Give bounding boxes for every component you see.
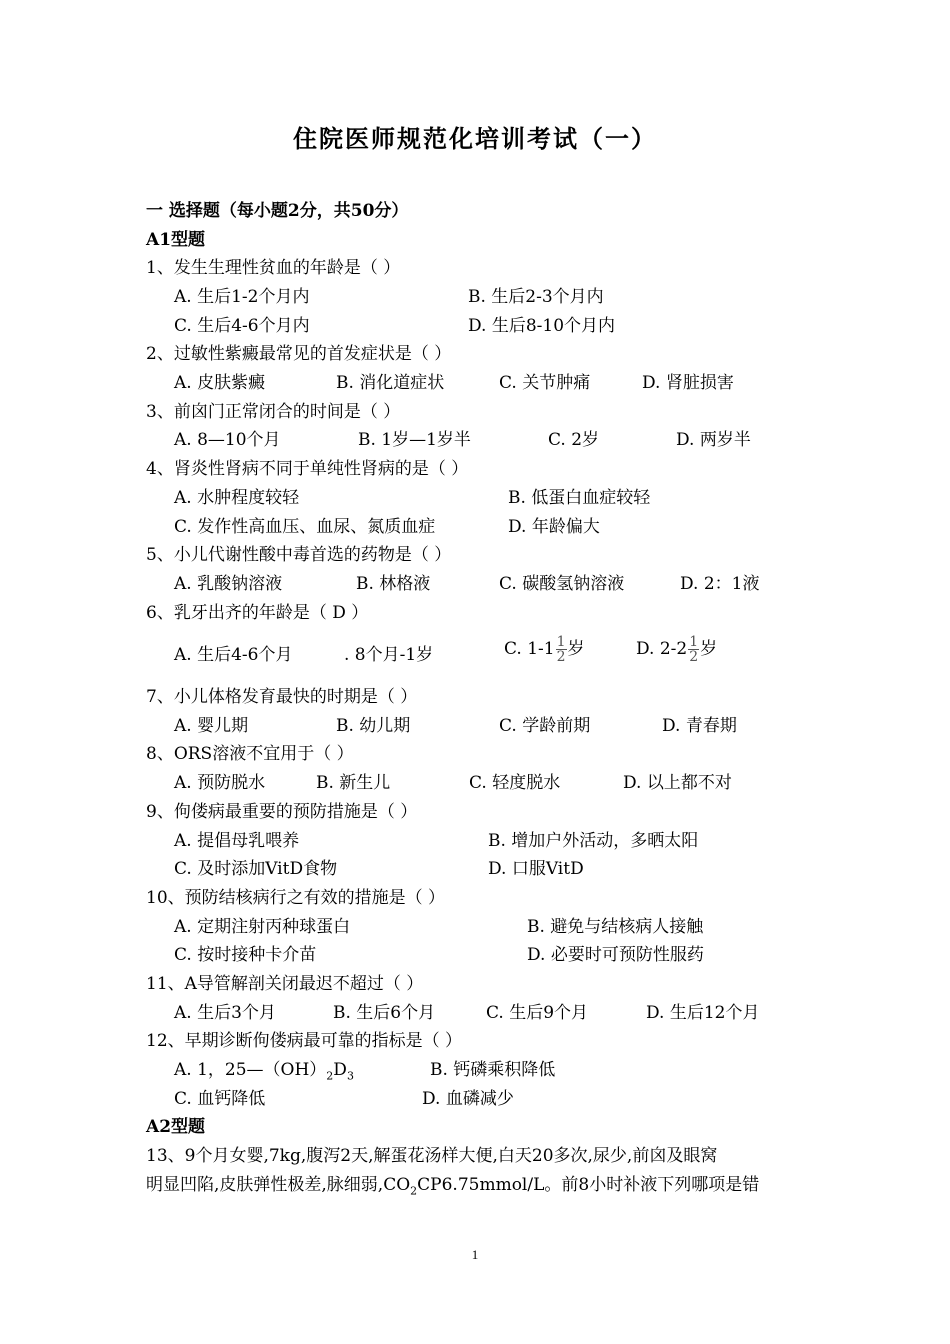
- q5-option-c: C. 碳酸氢钠溶液: [499, 574, 625, 594]
- question-5: 5、小儿代谢性酸中毒首选的药物是（ ）: [146, 545, 452, 565]
- q11-option-d: D. 生后12个月: [646, 1003, 760, 1023]
- q3-option-a: A. 8—10个月: [174, 430, 281, 450]
- subsection-a1: A1型题: [146, 230, 206, 250]
- question-8: 8、ORS溶液不宜用于（ ）: [146, 744, 354, 764]
- q5-option-b: B. 林格液: [356, 574, 431, 594]
- fraction-numerator: 1: [556, 634, 566, 650]
- q11-option-a: A. 生后3个月: [174, 1003, 276, 1023]
- q6-option-d-unit: 岁: [700, 639, 718, 659]
- q4-option-a: A. 水肿程度较轻: [174, 488, 300, 508]
- subsection-a2: A2型题: [146, 1117, 206, 1137]
- q9-option-a: A. 提倡母乳喂养: [174, 831, 300, 851]
- subscript: 3: [346, 1069, 354, 1083]
- question-12: 12、早期诊断佝偻病最可靠的指标是（ ）: [146, 1031, 463, 1051]
- q10-option-d: D. 必要时可预防性服药: [527, 945, 704, 965]
- q4-option-c: C. 发作性高血压、血尿、氮质血症: [174, 517, 436, 537]
- question-7: 7、小儿体格发育最快的时期是（ ）: [146, 687, 418, 707]
- question-9: 9、佝偻病最重要的预防措施是（ ）: [146, 802, 418, 822]
- q7-option-b: B. 幼儿期: [336, 716, 411, 736]
- q10-option-b: B. 避免与结核病人接触: [527, 917, 704, 937]
- q7-option-c: C. 学龄前期: [499, 716, 591, 736]
- q6-option-a: A. 生后4-6个月: [174, 645, 293, 665]
- q6-option-b: . 8个月-1岁: [344, 645, 434, 665]
- q2-option-c: C. 关节肿痛: [499, 373, 591, 393]
- q6-option-c: [504, 635, 585, 664]
- q3-option-b: B. 1岁—1岁半: [358, 430, 471, 450]
- q4-option-d: D. 年龄偏大: [508, 517, 600, 537]
- fraction-half: [556, 635, 567, 664]
- q9-option-c: C. 及时添加VitD食物: [174, 859, 338, 879]
- q7-option-a: A. 婴儿期: [174, 716, 249, 736]
- q4-option-b: B. 低蛋白血症较轻: [508, 488, 651, 508]
- question-11: 11、A导管解剖关闭最迟不超过（ ）: [146, 974, 424, 994]
- q1-option-b: B. 生后2-3个月内: [468, 287, 604, 307]
- q8-option-d: D. 以上都不对: [623, 773, 732, 793]
- q3-option-d: D. 两岁半: [676, 430, 751, 450]
- q1-option-c: C. 生后4-6个月内: [174, 316, 310, 336]
- q8-option-c: C. 轻度脱水: [469, 773, 561, 793]
- q6-option-d-text: D. 2-2: [636, 639, 688, 659]
- subscript: 2: [410, 1184, 418, 1198]
- question-1: 1、发生生理性贫血的年龄是（ ）: [146, 258, 401, 278]
- q12-option-a-d: D: [333, 1060, 347, 1080]
- fraction-half: [688, 635, 699, 664]
- q7-option-d: D. 青春期: [662, 716, 737, 736]
- question-10: 10、预防结核病行之有效的措施是（ ）: [146, 888, 446, 908]
- q2-option-a: A. 皮肤紫癜: [174, 373, 266, 393]
- fraction-denominator: 2: [689, 649, 699, 665]
- q9-option-b: B. 增加户外活动，多晒太阳: [488, 831, 699, 851]
- q6-option-c-text: C. 1-1: [504, 639, 555, 659]
- question-13-line-1: 13、9个月女婴,7kg,腹泻2天,解蛋花汤样大便,白天20多次,尿少,前囟及眼窝: [146, 1146, 718, 1166]
- q12-option-a-text: A. 1，25—（OH）: [174, 1060, 327, 1080]
- q1-option-d: D. 生后8-10个月内: [468, 316, 616, 336]
- q2-option-d: D. 肾脏损害: [642, 373, 734, 393]
- q11-option-c: C. 生后9个月: [486, 1003, 589, 1023]
- q6-option-c-unit: 岁: [567, 639, 585, 659]
- subscript: 2: [326, 1069, 334, 1083]
- fraction-numerator: 1: [689, 634, 699, 650]
- q12-option-a: [174, 1059, 354, 1087]
- q9-option-d: D. 口服VitD: [488, 859, 584, 879]
- q2-option-b: B. 消化道症状: [336, 373, 445, 393]
- q1-option-a: A. 生后1-2个月内: [174, 287, 310, 307]
- q5-option-a: A. 乳酸钠溶液: [174, 574, 283, 594]
- q12-option-c: C. 血钙降低: [174, 1089, 266, 1109]
- q13-text-a: 明显凹陷,皮肤弹性极差,脉细弱,CO: [146, 1175, 411, 1195]
- question-13-line-2: [146, 1174, 759, 1202]
- section-heading: 一 选择题（每小题2分，共50分）: [146, 201, 409, 221]
- question-3: 3、前囟门正常闭合的时间是（ ）: [146, 402, 401, 422]
- q12-option-b: B. 钙磷乘积降低: [430, 1060, 556, 1080]
- q8-option-b: B. 新生儿: [316, 773, 391, 793]
- q3-option-c: C. 2岁: [548, 430, 600, 450]
- q5-option-d: D. 2：1液: [680, 574, 760, 594]
- question-6: 6、乳牙出齐的年龄是（ D ）: [146, 603, 369, 623]
- q13-text-b: CP6.75mmol/L。前8小时补液下列哪项是错: [417, 1175, 760, 1195]
- page-number: 1: [471, 1247, 479, 1262]
- q10-option-c: C. 按时接种卡介苗: [174, 945, 317, 965]
- q10-option-a: A. 定期注射丙种球蛋白: [174, 917, 351, 937]
- fraction-denominator: 2: [556, 649, 566, 665]
- q11-option-b: B. 生后6个月: [333, 1003, 436, 1023]
- q12-option-d: D. 血磷减少: [422, 1089, 514, 1109]
- question-4: 4、肾炎性肾病不同于单纯性肾病的是（ ）: [146, 459, 469, 479]
- question-2: 2、过敏性紫癜最常见的首发症状是（ ）: [146, 344, 452, 364]
- page-title: 住院医师规范化培训考试（一）: [293, 124, 657, 153]
- q6-option-d: [636, 635, 717, 664]
- q8-option-a: A. 预防脱水: [174, 773, 266, 793]
